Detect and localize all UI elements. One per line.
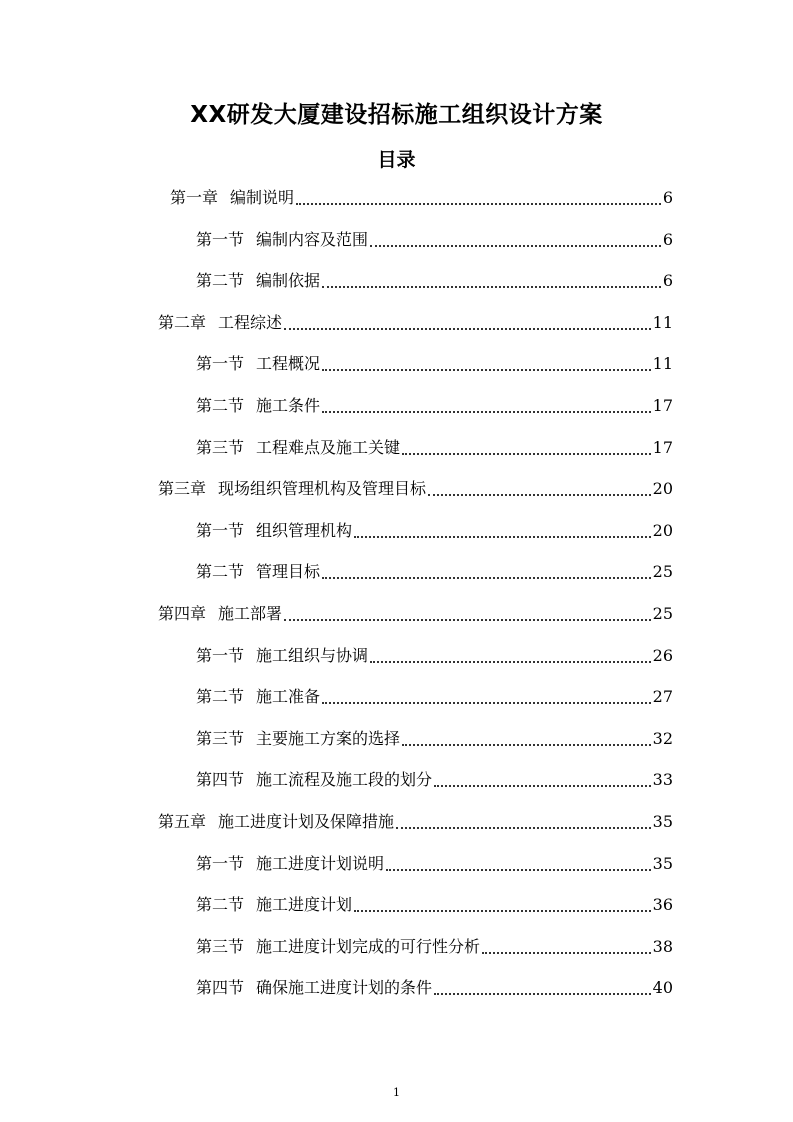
toc-dot-leader: [284, 328, 651, 330]
toc-section-entry[interactable]: [196, 268, 673, 294]
toc-chapter-entry[interactable]: [158, 601, 673, 627]
toc-section-entry[interactable]: [196, 351, 673, 377]
toc-entry-page: 20: [652, 479, 673, 499]
toc-dot-leader: [322, 411, 651, 413]
toc-entry-number: 第一节: [196, 853, 245, 873]
toc-entry-number: 第五章: [158, 812, 207, 831]
toc-heading: 目录: [377, 149, 416, 171]
toc-dot-leader: [322, 577, 651, 579]
toc-entry-number: 第二节: [196, 687, 245, 707]
toc-entry-page: 6: [662, 229, 673, 249]
toc-entry-title: 施工部署: [218, 604, 283, 623]
toc-section-entry[interactable]: [196, 643, 673, 669]
toc-section-entry[interactable]: [196, 934, 673, 960]
toc-entry-page: 11: [652, 312, 673, 332]
toc-entry-page: 33: [652, 770, 673, 790]
toc-dot-leader: [370, 661, 651, 663]
toc-entry-title: 管理目标: [256, 562, 321, 582]
toc-entry-number: 第一节: [196, 520, 245, 540]
toc-dot-leader: [322, 702, 651, 704]
toc-section-entry[interactable]: [196, 393, 673, 419]
toc-entry-number: 第三节: [196, 437, 245, 457]
toc-entry-title: 编制依据: [256, 271, 321, 291]
toc-entry-page: 40: [652, 978, 673, 998]
toc-entry-page: 20: [652, 520, 673, 540]
toc-dot-leader: [434, 993, 651, 995]
toc-section-entry[interactable]: [196, 227, 673, 253]
toc-entry-title: 施工进度计划及保障措施: [218, 812, 395, 831]
toc-entry-number: 第二章: [158, 312, 207, 332]
toc-entry-title: 工程难点及施工关键: [256, 437, 401, 457]
toc-dot-leader: [284, 619, 651, 621]
toc-entry-page: 32: [652, 728, 673, 748]
toc-entry-title: 编制说明: [230, 188, 295, 207]
toc-section-entry[interactable]: [196, 726, 673, 752]
toc-dot-leader: [370, 245, 661, 247]
toc-section-entry[interactable]: [196, 975, 673, 1001]
toc-section-entry[interactable]: [196, 892, 673, 918]
toc-entry-number: 第二节: [196, 271, 245, 291]
toc-entry-page: 17: [652, 437, 673, 457]
toc-chapter-entry[interactable]: [170, 185, 673, 211]
toc-entry-title: 编制内容及范围: [256, 229, 369, 249]
toc-chapter-entry[interactable]: [158, 809, 673, 835]
toc-entry-number: 第一章: [170, 188, 219, 207]
toc-entry-number: 第四节: [196, 770, 245, 790]
toc-entry-number: 第一节: [196, 354, 245, 374]
toc-entry-number: 第三章: [158, 479, 207, 499]
toc-dot-leader: [354, 910, 651, 912]
toc-dot-leader: [402, 453, 651, 455]
toc-entry-number: 第一节: [196, 645, 245, 665]
toc-entry-page: 35: [652, 853, 673, 873]
toc-entry-title: 施工进度计划完成的可行性分析: [256, 936, 481, 956]
toc-entry-page: 27: [652, 687, 673, 707]
toc-entry-page: 17: [652, 396, 673, 415]
toc-entry-title: 工程概况: [256, 354, 321, 374]
toc-dot-leader: [482, 952, 651, 954]
toc-entry-page: 38: [652, 936, 673, 956]
toc-entry-title: 施工进度计划说明: [256, 853, 385, 873]
toc-entry-page: 6: [662, 271, 673, 291]
toc-chapter-entry[interactable]: [158, 476, 673, 502]
toc-entry-title: 工程综述: [218, 312, 283, 332]
toc-dot-leader: [386, 869, 651, 871]
toc-entry-page: 6: [662, 188, 673, 207]
toc-entry-title: 施工条件: [256, 396, 321, 415]
toc-entry-page: 25: [652, 604, 673, 623]
toc-dot-leader: [296, 203, 661, 205]
toc-dot-leader: [396, 827, 651, 829]
toc-entry-title: 组织管理机构: [256, 520, 353, 540]
toc-section-entry[interactable]: [196, 684, 673, 710]
toc-entry-number: 第二节: [196, 396, 245, 415]
toc-entry-title: 主要施工方案的选择: [256, 728, 401, 748]
toc-entry-title: 施工准备: [256, 687, 321, 707]
toc-dot-leader: [322, 286, 661, 288]
toc-entry-page: 26: [652, 645, 673, 665]
toc-entry-page: 35: [652, 812, 673, 831]
toc-entry-title: 施工组织与协调: [256, 645, 369, 665]
toc-entry-number: 第四章: [158, 604, 207, 623]
toc-entry-title: 确保施工进度计划的条件: [256, 978, 433, 998]
toc-entry-page: 25: [652, 562, 673, 582]
toc-section-entry[interactable]: [196, 767, 673, 793]
toc-dot-leader: [322, 369, 651, 371]
toc-entry-title: 现场组织管理机构及管理目标: [218, 479, 427, 499]
toc-dot-leader: [402, 744, 651, 746]
toc-section-entry[interactable]: [196, 851, 673, 877]
toc-section-entry[interactable]: [196, 518, 673, 544]
toc-entry-number: 第四节: [196, 978, 245, 998]
page-number: 1: [393, 1086, 400, 1099]
toc-entry-title: 施工流程及施工段的划分: [256, 770, 433, 790]
toc-section-entry[interactable]: [196, 559, 673, 585]
toc-entry-number: 第一节: [196, 229, 245, 249]
toc-entry-number: 第三节: [196, 936, 245, 956]
toc-entry-title: 施工进度计划: [256, 895, 353, 915]
toc-entry-number: 第二节: [196, 562, 245, 582]
document-title: XX研发大厦建设招标施工组织设计方案: [190, 102, 603, 128]
toc-section-entry[interactable]: [196, 435, 673, 461]
toc-dot-leader: [434, 785, 651, 787]
toc-dot-leader: [354, 536, 651, 538]
toc-entry-page: 36: [652, 895, 673, 915]
toc-entry-number: 第二节: [196, 895, 245, 915]
toc-entry-page: 11: [652, 354, 673, 374]
toc-dot-leader: [428, 494, 651, 496]
toc-chapter-entry[interactable]: [158, 310, 673, 336]
toc-entry-number: 第三节: [196, 728, 245, 748]
